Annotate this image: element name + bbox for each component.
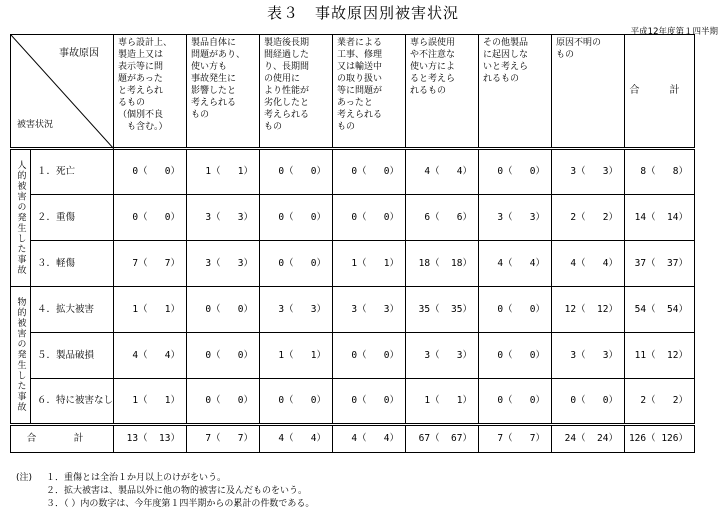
header-cause-7: 原因不明の もの (552, 35, 625, 149)
table-row (11, 287, 695, 333)
cell-cause-5: 1（ 1） (406, 379, 479, 425)
cell-row-total: 54（ 54） (625, 287, 695, 333)
cell-cause-7: 12（ 12） (552, 287, 625, 333)
group-label-1: 人的被害の発生した事故 (11, 149, 31, 287)
cell-cause-4: 1（ 1） (333, 241, 406, 287)
cell-cause-5: 4（ 4） (406, 149, 479, 195)
sum-cell-cause-6: 7（ 7） (479, 425, 552, 453)
table-row (11, 149, 695, 195)
sum-cell-cause-1: 13（ 13） (114, 425, 187, 453)
cell-cause-5: 3（ 3） (406, 333, 479, 379)
cell-row-total: 2（ 2） (625, 379, 695, 425)
cell-row-total: 37（ 37） (625, 241, 695, 287)
cell-cause-1: 0（ 0） (114, 195, 187, 241)
note-item: ３．（ ）内の数字は、今年度第１四半期からの累計の件数である。 (46, 499, 315, 509)
sum-row-label: 合 計 (11, 425, 114, 453)
header-cause-3: 製造後長期 間経過した り、長期間 の使用に より性能が 劣化したと 考えられる もの (260, 35, 333, 149)
cell-cause-1: 1（ 1） (114, 379, 187, 425)
cell-cause-1: 1（ 1） (114, 287, 187, 333)
corner-top-label: 事故原因 (59, 48, 99, 59)
table-row (11, 241, 695, 287)
note-lead: (注) (16, 473, 33, 483)
cell-cause-7: 3（ 3） (552, 333, 625, 379)
cell-cause-6: 0（ 0） (479, 287, 552, 333)
cell-cause-6: 0（ 0） (479, 149, 552, 195)
group-label-2: 物的被害の発生した事故 (11, 287, 31, 425)
cell-row-total: 8（ 8） (625, 149, 695, 195)
cell-cause-5: 35（ 35） (406, 287, 479, 333)
grand-total: 126（ 126） (625, 425, 695, 453)
cell-cause-3: 0（ 0） (260, 379, 333, 425)
table-row (11, 333, 695, 379)
cell-cause-6: 0（ 0） (479, 333, 552, 379)
corner-bottom-label: 被害状況 (17, 120, 54, 130)
row-label: ３．軽傷 (31, 241, 114, 287)
cell-cause-2: 3（ 3） (187, 241, 260, 287)
cell-cause-6: 3（ 3） (479, 195, 552, 241)
cell-cause-7: 0（ 0） (552, 379, 625, 425)
note-row (16, 485, 314, 498)
header-total: 合 計 (625, 35, 695, 149)
header-row (11, 35, 695, 149)
cell-cause-1: 0（ 0） (114, 149, 187, 195)
row-label: １．死亡 (31, 149, 114, 195)
sum-cell-cause-2: 7（ 7） (187, 425, 260, 453)
period-label: 平成12年度第１四半期 (630, 27, 718, 37)
row-label: ２．重傷 (31, 195, 114, 241)
note-item: ２．拡大被害は、製品以外に他の物的被害に及んだものをいう。 (46, 486, 308, 496)
cell-cause-2: 0（ 0） (187, 379, 260, 425)
sum-cell-cause-4: 4（ 4） (333, 425, 406, 453)
cell-cause-5: 18（ 18） (406, 241, 479, 287)
cell-cause-4: 0（ 0） (333, 379, 406, 425)
cell-cause-5: 6（ 6） (406, 195, 479, 241)
row-label: ５．製品破損 (31, 333, 114, 379)
header-cause-4: 業者による 工事、修理 又は輸送中 の取り扱い 等に問題が あったと 考えられる もの (333, 35, 406, 149)
cell-cause-3: 3（ 3） (260, 287, 333, 333)
cell-cause-3: 0（ 0） (260, 149, 333, 195)
header-cause-6: その他製品 に起因しな いと考えら れるもの (479, 35, 552, 149)
cell-cause-4: 0（ 0） (333, 333, 406, 379)
cell-cause-7: 3（ 3） (552, 149, 625, 195)
table-title: 表３ 事故原因別被害状況 (266, 4, 459, 22)
accident-cause-table (10, 34, 695, 453)
cell-cause-2: 1（ 1） (187, 149, 260, 195)
cell-cause-7: 2（ 2） (552, 195, 625, 241)
cell-cause-3: 0（ 0） (260, 241, 333, 287)
corner-header (11, 35, 114, 149)
cell-row-total: 14（ 14） (625, 195, 695, 241)
cell-cause-4: 3（ 3） (333, 287, 406, 333)
note-row (16, 498, 314, 511)
cell-cause-1: 4（ 4） (114, 333, 187, 379)
cell-cause-4: 0（ 0） (333, 149, 406, 195)
sum-cell-cause-3: 4（ 4） (260, 425, 333, 453)
table-row (11, 195, 695, 241)
cell-cause-2: 0（ 0） (187, 333, 260, 379)
cell-cause-3: 0（ 0） (260, 195, 333, 241)
cell-cause-2: 0（ 0） (187, 287, 260, 333)
cell-cause-7: 4（ 4） (552, 241, 625, 287)
sum-cell-cause-5: 67（ 67） (406, 425, 479, 453)
cell-cause-3: 1（ 1） (260, 333, 333, 379)
table-body (11, 35, 695, 453)
cell-cause-2: 3（ 3） (187, 195, 260, 241)
cell-cause-6: 0（ 0） (479, 379, 552, 425)
table-row (11, 379, 695, 425)
cell-cause-4: 0（ 0） (333, 195, 406, 241)
header-cause-5: 専ら誤使用 や不注意な 使い方によ ると考えら れるもの (406, 35, 479, 149)
header-cause-2: 製品自体に 問題があり、 使い方も 事故発生に 影響したと 考えられる もの (187, 35, 260, 149)
cell-cause-1: 7（ 7） (114, 241, 187, 287)
header-cause-1: 専ら設計上、 製造上又は 表示等に問 題があった と考えられ るもの （個別不良 も含む。） (114, 35, 187, 149)
row-label: ４．拡大被害 (31, 287, 114, 333)
sum-cell-cause-7: 24（ 24） (552, 425, 625, 453)
cell-row-total: 11（ 12） (625, 333, 695, 379)
cell-cause-6: 4（ 4） (479, 241, 552, 287)
note-row (16, 472, 314, 485)
row-label: ６．特に被害なし (31, 379, 114, 425)
note-item: １．重傷とは全治１か月以上のけがをいう。 (46, 473, 227, 483)
notes (16, 472, 314, 511)
sum-row (11, 425, 695, 453)
